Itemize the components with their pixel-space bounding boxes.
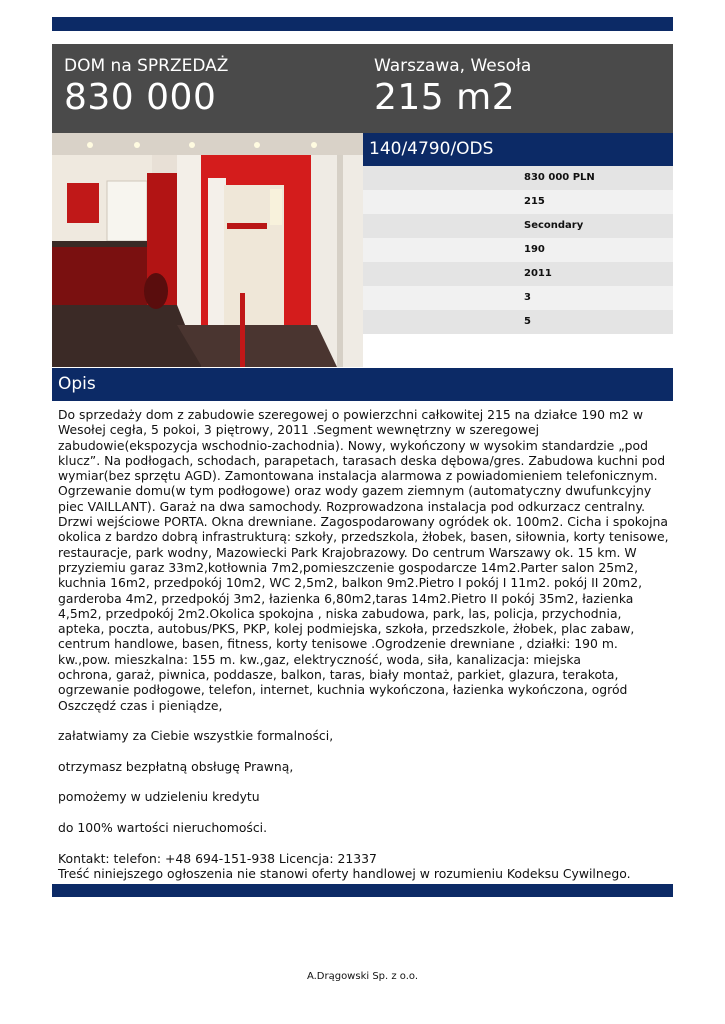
spec-row-market: Secondary [363, 214, 673, 238]
spec-row-floors: 3 [363, 286, 673, 310]
reference-number: 140/4790/ODS [363, 133, 673, 166]
header-panel [52, 44, 673, 133]
bottom-bar [52, 884, 673, 897]
features-text: ochrona, garaż, piwnica, poddasze, balkon, taras, biały montaż, parkiet, glazura, terakota, ogrzewanie podłogowe, telefon, internet, kuchnia wykończona, łazienka wykończona, ogród [58, 667, 628, 698]
spec-row-plot: 190 [363, 238, 673, 262]
spec-row-area: 215 [363, 190, 673, 214]
promo-line-1: Oszczędź czas i pieniądze, [58, 697, 223, 713]
company-footer: A.Drągowski Sp. z o.o. [306, 971, 419, 982]
offer-type: DOM na SPRZEDAŻ [64, 56, 229, 76]
promo-line-3: otrzymasz bezpłatną obsługę Prawną, [58, 758, 294, 774]
spec-row-year: 2011 [363, 262, 673, 286]
promo-line-4: pomożemy w udzieleniu kredytu [58, 789, 260, 805]
location-block [374, 56, 531, 118]
area: 215 m2 [374, 77, 516, 118]
spec-table [363, 166, 673, 334]
contact-line: Kontakt: telefon: +48 694-151-938 Licencja: 21337 [58, 850, 377, 866]
price-block [64, 56, 228, 118]
top-bar [52, 17, 673, 31]
location: Warszawa, Wesoła [374, 56, 532, 76]
promo-line-2: załatwiamy za Ciebie wszystkie formalności, [58, 728, 334, 744]
description-heading: Opis [52, 368, 673, 401]
spec-row-rooms: 5 [363, 310, 673, 334]
property-photo [52, 133, 363, 367]
spec-row-price: 830 000 PLN [363, 166, 673, 190]
description-text: Do sprzedaży dom z zabudowie szeregowej o powierzchni całkowitej 215 na działce 190 m2 w Wesołej cegła, 5 pokoi, 3 piętrowy, 2011 .Segment wewnętrzny w szeregowej zabudowie(ekspozycja wschodnio-zachodnia). Nowy, wykończony w wysokim standardzie „pod klucz”. Na podłogach, schodach, parapetach, tarasach deska dębowa/gres. Zabudowa kuchni pod wymiar(bez sprzętu AGD). Zamontowana instalacja alarmowa z powiadomieniem telefonicznym. Ogrzewanie domu(w tym podłogowe) oraz wody gazem ziemnym (automatyczny dwufunkcyjny piec VAILLANT). Garaż na dwa samochody. Rozprowadzona instalacja pod odkurzacz centralny. Drzwi wejściowe PORTA. Okna drewniane. Zagospodarowany ogródek ok. 100m2. Cicha i spokojna okolica z bardzo dobrą infrastrukturą: szkoły, przedszkola, żłobek, basen, siłownia, korty tenisowe, restauracje, park wodny, Mazowiecki Park Krajobrazowy. Do centrum Warszawy ok. 15 km. W przyziemiu garaz 33m2,kotłownia 7m2,pomieszczenie gospodarcze 14m2.Parter salon 25m2, kuchnia 16m2, przedpokój 10m2, WC 2,5m2, balkon 9m2.Pietro I pokój I 11m2. pokój II 20m2, garderoba 4m2, przedpokój 3m2, łazienka 6,80m2,taras 14m2.Pietro II pokój 35m2, łazienka 4,5m2, przedpokój 2m2.Okolica spokojna , niska zabudowa, park, las, policja, przychodnia, apteka, poczta, autobus/PKS, PKP, kolej podmiejska, szkoła, przedszkole, żłobek, plac zabaw, centrum handlowe, basen, fitness, korty tenisowe .Ogrodzenie drewniane , działki: 190 m. kw.,pow. mieszkalna: 155 m. kw.,gaz, elektryczność, woda, siła, kanalizacja: miejska [58, 407, 669, 667]
description-body [58, 407, 670, 881]
disclaimer: Treść niniejszego ogłoszenia nie stanowi oferty handlowej w rozumieniu Kodeksu Cywilnego. [58, 865, 631, 881]
promo-line-5: do 100% wartości nieruchomości. [58, 820, 268, 836]
price: 830 000 [64, 77, 217, 118]
